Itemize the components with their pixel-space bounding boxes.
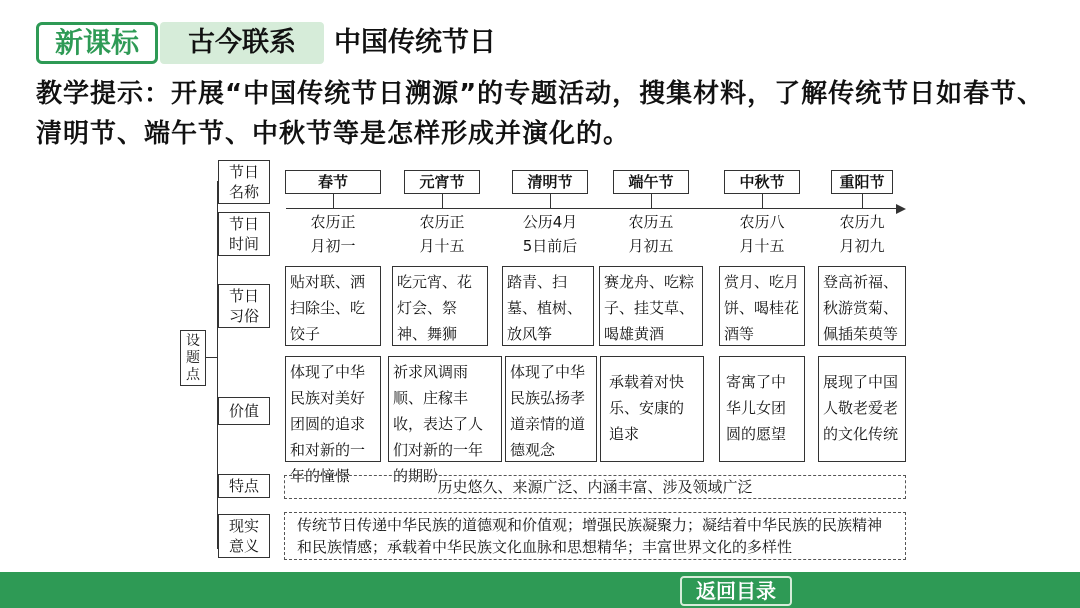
festival-time-2: 月初五 — [628, 237, 674, 255]
connector — [217, 181, 218, 182]
footer-bar — [0, 572, 1080, 608]
festival-time-1: 农历正 — [310, 213, 356, 231]
festival-tick — [862, 194, 863, 208]
root-label: 设题点 — [180, 330, 206, 386]
festival-name: 重阳节 — [831, 170, 893, 194]
back-to-contents-button[interactable]: 返回目录 — [680, 576, 792, 606]
custom-box: 贴对联、洒扫除尘、吃饺子 — [285, 266, 381, 346]
custom-box: 登高祈福、秋游赏菊、佩插茱萸等 — [818, 266, 906, 346]
festival-name: 清明节 — [512, 170, 588, 194]
page-title: 中国传统节日 — [334, 27, 496, 58]
festival-tick — [651, 194, 652, 208]
row-label-time: 节日时间 — [218, 212, 270, 256]
festival-time-1: 农历正 — [419, 213, 465, 231]
festival-tick — [550, 194, 551, 208]
custom-box: 赛龙舟、吃粽子、挂艾草、喝雄黄酒 — [599, 266, 703, 346]
custom-box: 踏青、扫墓、植树、放风筝 — [502, 266, 594, 346]
value-box: 体现了中华民族弘扬孝道亲情的道德观念 — [505, 356, 597, 462]
festival-time-1: 农历九 — [839, 213, 885, 231]
value-box: 寄寓了中华儿女团圆的愿望 — [719, 356, 805, 462]
row-label-custom: 节日习俗 — [218, 284, 270, 328]
festival-tick — [762, 194, 763, 208]
festival-time-2: 月初一 — [310, 237, 356, 255]
ancient-modern-tag: 古今联系 — [160, 22, 324, 64]
timeline-line — [286, 208, 900, 209]
festival-time-2: 月十五 — [739, 237, 785, 255]
festival-name: 中秋节 — [724, 170, 800, 194]
feature-box: 历史悠久、来源广泛、内涵丰富、涉及领域广泛 — [284, 475, 906, 499]
value-box: 体现了中华民族对美好团圆的追求和对新的一年的憧憬 — [285, 356, 381, 462]
festival-time-1: 公历4月 — [522, 213, 578, 231]
festival-time-1: 农历八 — [739, 213, 785, 231]
festival-name: 元宵节 — [404, 170, 480, 194]
festival-time-2: 月初九 — [839, 237, 885, 255]
new-curriculum-tag: 新课标 — [36, 22, 158, 64]
row-label-feature: 特点 — [218, 474, 270, 498]
meaning-box: 传统节日传递中华民族的道德观和价值观；增强民族凝聚力；凝结着中华民族的民族精神和民族情感；承载着中华民族文化血脉和思想精华；丰富世界文化的多样性 — [284, 512, 906, 560]
value-box: 展现了中国人敬老爱老的文化传统 — [818, 356, 906, 462]
custom-box: 吃元宵、花灯会、祭神、舞狮 — [392, 266, 488, 346]
teaching-tip: 教学提示：开展“中国传统节日溯源”的专题活动，搜集材料，了解传统节日如春节、清明节、端午节、中秋节等是怎样形成并演化的。 — [36, 79, 1045, 149]
festival-name: 春节 — [285, 170, 381, 194]
festival-tick — [442, 194, 443, 208]
row-label-meaning: 现实意义 — [218, 514, 270, 558]
value-box: 承载着对快乐、安康的追求 — [600, 356, 704, 462]
festival-time-1: 农历五 — [628, 213, 674, 231]
festival-time-2: 月十五 — [419, 237, 465, 255]
festival-name: 端午节 — [613, 170, 689, 194]
festival-time-2: 5日前后 — [522, 237, 578, 255]
value-box: 祈求风调雨顺、庄稼丰收，表达了人们对新的一年的期盼 — [388, 356, 502, 462]
festival-tick — [333, 194, 334, 208]
custom-box: 赏月、吃月饼、喝桂花酒等 — [719, 266, 805, 346]
row-label-value: 价值 — [218, 397, 270, 425]
row-label-name: 节日名称 — [218, 160, 270, 204]
